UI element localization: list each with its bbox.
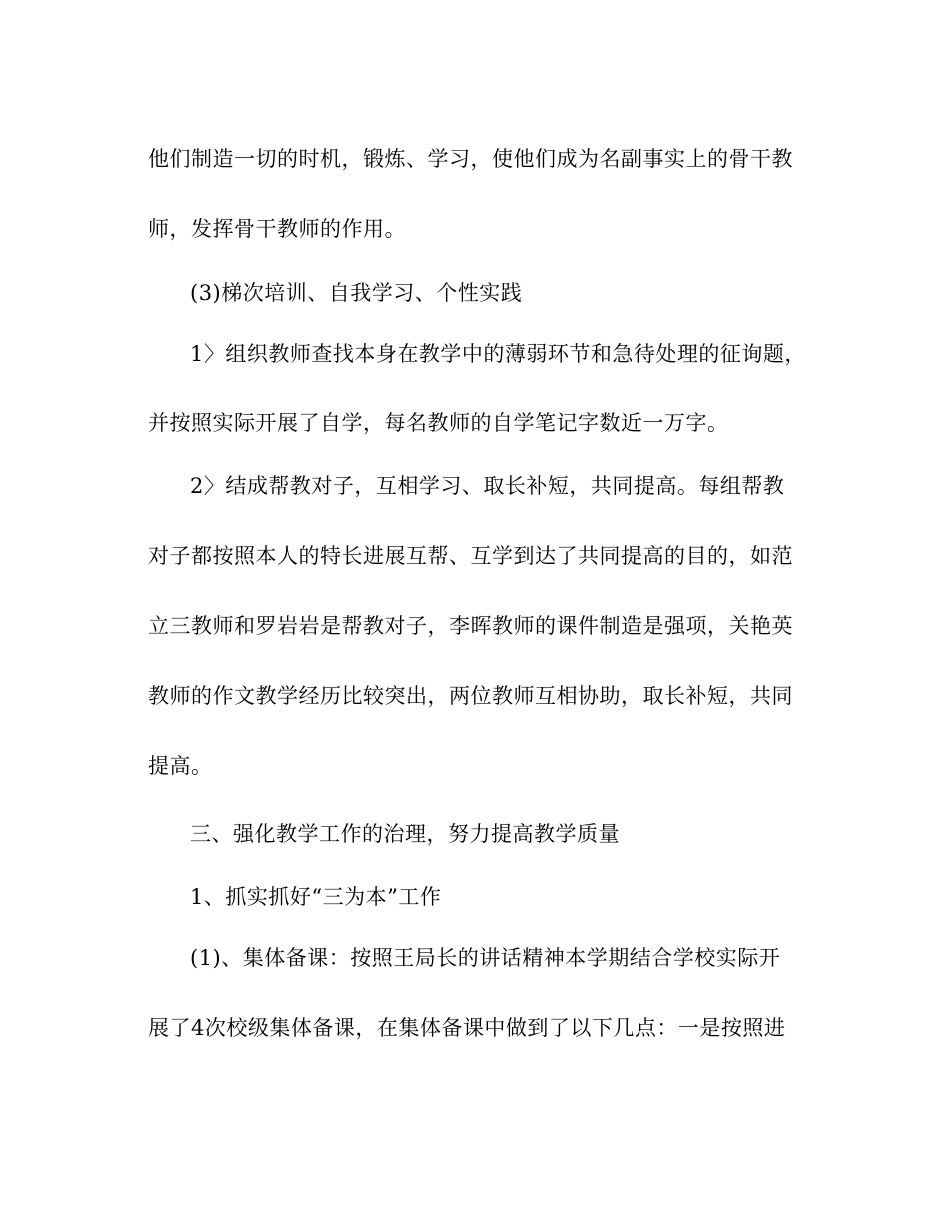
section-heading: (3)梯次培训、自我学习、个性实践: [190, 281, 523, 305]
section-heading: 三、强化教学工作的治理，努力提高教学质量: [190, 822, 620, 846]
paragraph-line: 师，发挥骨干教师的作用。: [148, 217, 406, 241]
paragraph-line: 教师的作文教学经历比较突出，两位教师互相协助，取长补短，共同: [148, 684, 793, 708]
paragraph-line: 提高。: [148, 754, 213, 778]
subsection-heading: 1、抓实抓好“三为本”工作: [190, 885, 442, 909]
paragraph-line: 对子都按照本人的特长进展互帮、互学到达了共同提高的目的，如范: [148, 544, 793, 568]
paragraph-line: 1〉组织教师查找本身在教学中的薄弱环节和急待处理的征询题，: [190, 342, 806, 366]
paragraph-line: 他们制造一切的时机，锻炼、学习，使他们成为名副事实上的骨干教: [148, 147, 793, 171]
paragraph-line: (1)、集体备课：按照王局长的讲话精神本学期结合学校实际开: [190, 946, 781, 970]
paragraph-line: 立三教师和罗岩岩是帮教对子，李晖教师的课件制造是强项，关艳英: [148, 614, 793, 638]
paragraph-line: 并按照实际开展了自学，每名教师的自学笔记字数近一万字。: [148, 411, 729, 435]
paragraph-line: 展了4次校级集体备课，在集体备课中做到了以下几点：一是按照进: [148, 1016, 786, 1040]
paragraph-line: 2〉结成帮教对子，互相学习、取长补短，共同提高。每组帮教: [190, 474, 785, 498]
